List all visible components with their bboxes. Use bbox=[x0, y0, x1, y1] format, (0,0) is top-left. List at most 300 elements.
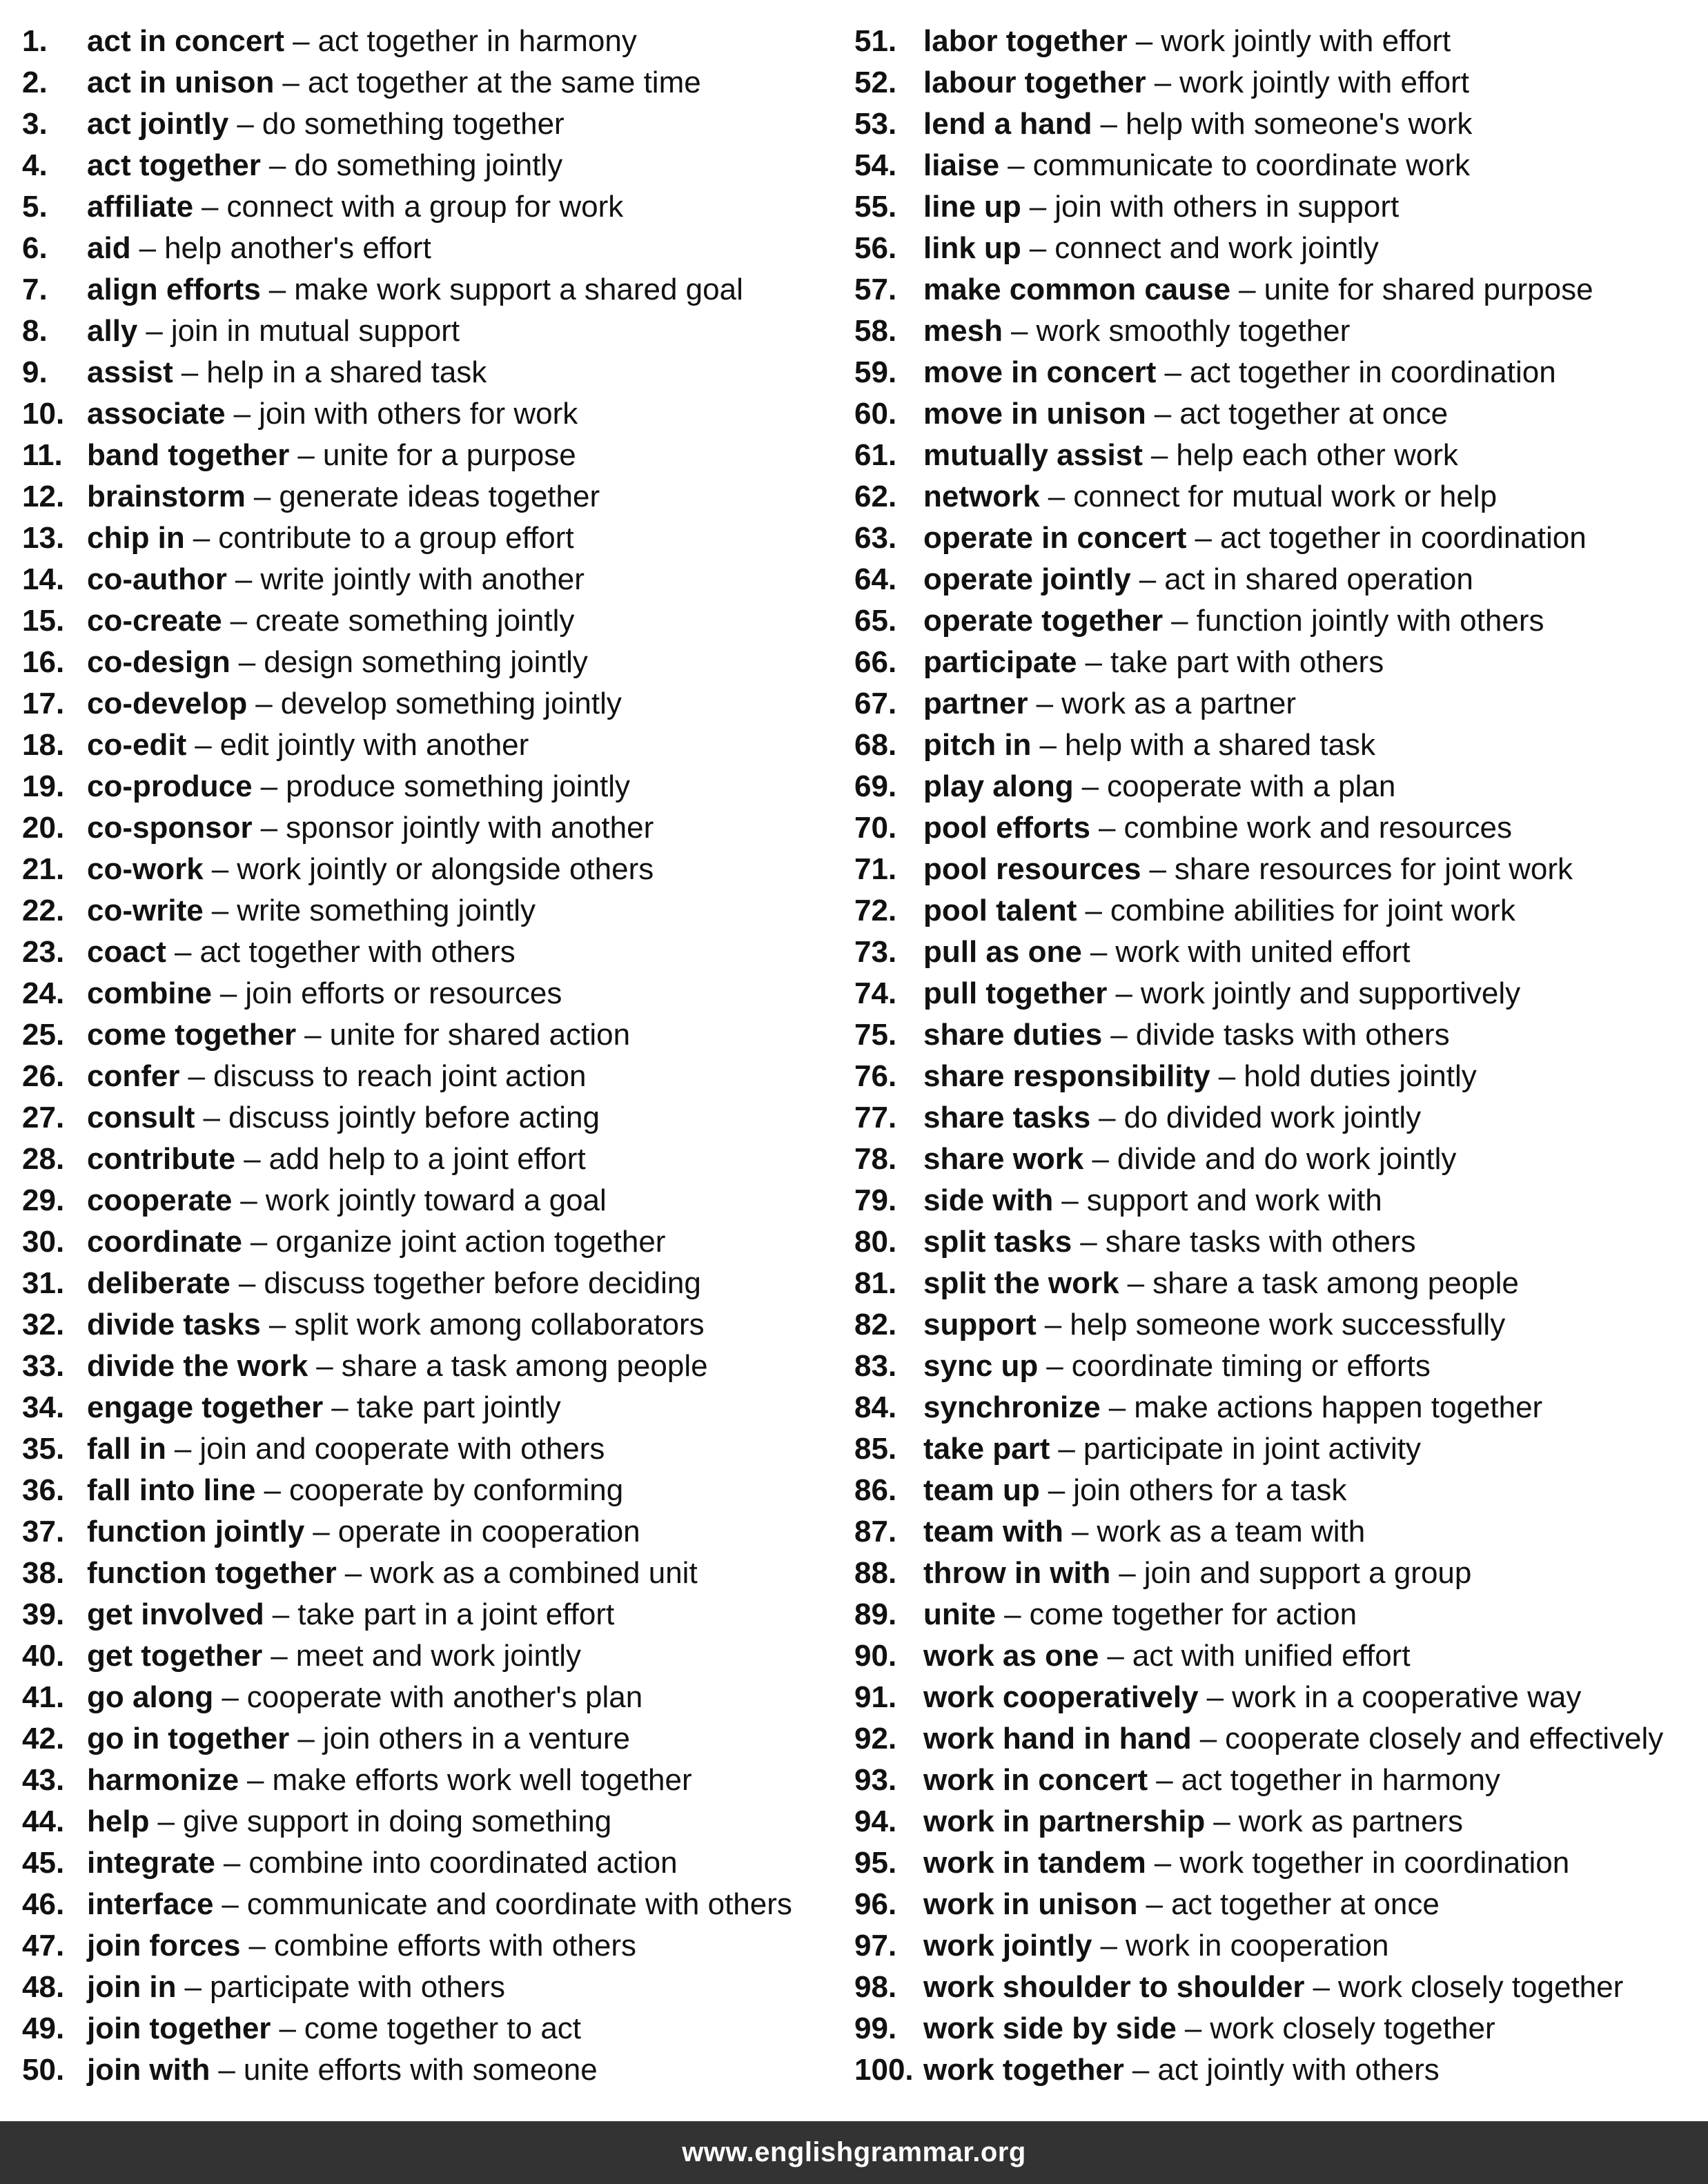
item-separator: – bbox=[1090, 935, 1108, 969]
item-number: 92. bbox=[854, 1722, 897, 1755]
list-item bbox=[22, 352, 843, 393]
item-term: mutually assist bbox=[923, 438, 1143, 472]
item-definition: sponsor jointly with another bbox=[286, 811, 654, 845]
item-number: 88. bbox=[854, 1556, 897, 1590]
item-separator: – bbox=[1150, 438, 1168, 472]
item-definition: act jointly with others bbox=[1157, 2053, 1440, 2087]
item-number: 83. bbox=[854, 1349, 897, 1383]
item-separator: – bbox=[139, 231, 157, 265]
item-term: contribute bbox=[87, 1142, 236, 1176]
item-separator: – bbox=[1081, 769, 1099, 803]
list-item bbox=[854, 1884, 1703, 1925]
item-term: mesh bbox=[923, 314, 1003, 348]
list-item bbox=[854, 1470, 1703, 1511]
item-definition: act together at the same time bbox=[307, 66, 701, 99]
list-item bbox=[854, 1304, 1703, 1346]
item-number: 32. bbox=[22, 1308, 65, 1341]
item-definition: take part jointly bbox=[356, 1390, 561, 1424]
item-separator: – bbox=[279, 2011, 296, 2045]
item-definition: work closely together bbox=[1337, 1970, 1624, 2004]
item-definition: produce something jointly bbox=[286, 769, 631, 803]
list-item bbox=[22, 104, 843, 145]
item-definition: participate in joint activity bbox=[1083, 1432, 1422, 1466]
item-term: line up bbox=[923, 190, 1021, 224]
list-item bbox=[22, 1014, 843, 1056]
item-definition: combine efforts with others bbox=[273, 1929, 636, 1962]
item-separator: – bbox=[195, 728, 212, 762]
item-separator: – bbox=[1239, 273, 1256, 306]
item-term: unite bbox=[923, 1597, 997, 1631]
item-number: 62. bbox=[854, 480, 897, 513]
list-item bbox=[22, 21, 843, 62]
list-item bbox=[22, 228, 843, 269]
item-definition: share tasks with others bbox=[1105, 1225, 1416, 1259]
list-item bbox=[854, 1346, 1703, 1387]
item-term: co-develop bbox=[87, 687, 248, 720]
item-definition: share a task among people bbox=[341, 1349, 708, 1383]
item-separator: – bbox=[250, 1225, 268, 1259]
item-separator: – bbox=[238, 645, 256, 679]
item-term: share responsibility bbox=[923, 1059, 1210, 1093]
list-item bbox=[22, 642, 843, 683]
item-term: band together bbox=[87, 438, 290, 472]
item-number: 65. bbox=[854, 604, 897, 638]
item-definition: communicate and coordinate with others bbox=[246, 1887, 792, 1921]
item-number: 95. bbox=[854, 1846, 897, 1880]
item-term: combine bbox=[87, 976, 212, 1010]
list-item bbox=[854, 1760, 1703, 1801]
list-item bbox=[22, 1387, 843, 1428]
item-separator: – bbox=[1039, 728, 1057, 762]
item-term: co-write bbox=[87, 894, 204, 927]
item-number: 7. bbox=[22, 273, 48, 306]
item-term: link up bbox=[923, 231, 1021, 265]
item-definition: participate with others bbox=[210, 1970, 506, 2004]
item-number: 40. bbox=[22, 1639, 65, 1673]
item-separator: – bbox=[253, 480, 271, 513]
item-number: 72. bbox=[854, 894, 897, 927]
item-number: 57. bbox=[854, 273, 897, 306]
item-separator: – bbox=[1154, 66, 1172, 99]
item-definition: act with unified effort bbox=[1132, 1639, 1411, 1673]
item-separator: – bbox=[1100, 107, 1117, 141]
item-separator: – bbox=[1085, 645, 1102, 679]
item-separator: – bbox=[1139, 562, 1157, 596]
item-term: align efforts bbox=[87, 273, 261, 306]
item-separator: – bbox=[260, 811, 278, 845]
item-separator: – bbox=[297, 438, 315, 472]
item-definition: join and cooperate with others bbox=[199, 1432, 605, 1466]
item-definition: help another's effort bbox=[164, 231, 431, 265]
item-number: 74. bbox=[854, 976, 897, 1010]
list-item bbox=[22, 1553, 843, 1594]
item-definition: act together at once bbox=[1179, 397, 1449, 431]
list-item bbox=[22, 1304, 843, 1346]
item-number: 23. bbox=[22, 935, 65, 969]
item-definition: work as a team with bbox=[1097, 1515, 1366, 1548]
item-number: 21. bbox=[22, 852, 65, 886]
item-term: operate jointly bbox=[923, 562, 1131, 596]
item-term: function together bbox=[87, 1556, 337, 1590]
item-number: 29. bbox=[22, 1183, 65, 1217]
item-term: split the work bbox=[923, 1266, 1119, 1300]
item-definition: work jointly toward a goal bbox=[265, 1183, 607, 1217]
item-definition: act together with others bbox=[199, 935, 516, 969]
item-number: 22. bbox=[22, 894, 65, 927]
item-separator: – bbox=[233, 397, 251, 431]
item-separator: – bbox=[1008, 148, 1025, 182]
item-number: 47. bbox=[22, 1929, 65, 1962]
item-definition: work jointly or alongside others bbox=[237, 852, 654, 886]
item-definition: work in cooperation bbox=[1125, 1929, 1389, 1962]
item-definition: communicate to coordinate work bbox=[1032, 148, 1470, 182]
item-definition: make efforts work well together bbox=[272, 1763, 692, 1797]
list-item bbox=[22, 1097, 843, 1139]
item-number: 78. bbox=[854, 1142, 897, 1176]
item-term: pool efforts bbox=[923, 811, 1090, 845]
item-number: 16. bbox=[22, 645, 65, 679]
item-number: 90. bbox=[854, 1639, 897, 1673]
item-term: help bbox=[87, 1804, 150, 1838]
item-term: throw in with bbox=[923, 1556, 1111, 1590]
item-term: side with bbox=[923, 1183, 1054, 1217]
item-separator: – bbox=[1108, 1390, 1126, 1424]
item-separator: – bbox=[1085, 894, 1102, 927]
item-term: pull as one bbox=[923, 935, 1082, 969]
list-item bbox=[854, 642, 1703, 683]
item-number: 34. bbox=[22, 1390, 65, 1424]
item-definition: discuss jointly before acting bbox=[228, 1101, 600, 1134]
item-number: 36. bbox=[22, 1473, 65, 1507]
item-number: 9. bbox=[22, 355, 48, 389]
item-separator: – bbox=[1036, 687, 1054, 720]
item-separator: – bbox=[293, 24, 310, 58]
item-term: act in concert bbox=[87, 24, 285, 58]
item-number: 4. bbox=[22, 148, 48, 182]
item-number: 42. bbox=[22, 1722, 65, 1755]
list-item bbox=[854, 559, 1703, 600]
list-item bbox=[22, 1428, 843, 1470]
list-item bbox=[854, 600, 1703, 642]
item-number: 1. bbox=[22, 24, 48, 58]
list-item bbox=[22, 1677, 843, 1718]
item-number: 37. bbox=[22, 1515, 65, 1548]
item-separator: – bbox=[219, 976, 237, 1010]
item-separator: – bbox=[1048, 1473, 1066, 1507]
list-item bbox=[22, 1760, 843, 1801]
item-separator: – bbox=[230, 604, 248, 638]
item-term: pull together bbox=[923, 976, 1108, 1010]
item-term: pool resources bbox=[923, 852, 1141, 886]
item-term: work in tandem bbox=[923, 1846, 1146, 1880]
item-number: 80. bbox=[854, 1225, 897, 1259]
item-separator: – bbox=[271, 1639, 288, 1673]
item-number: 81. bbox=[854, 1266, 897, 1300]
item-number: 25. bbox=[22, 1018, 65, 1052]
item-definition: support and work with bbox=[1086, 1183, 1382, 1217]
item-separator: – bbox=[1195, 521, 1212, 555]
item-term: integrate bbox=[87, 1846, 215, 1880]
item-number: 76. bbox=[854, 1059, 897, 1093]
item-separator: – bbox=[260, 769, 278, 803]
item-number: 73. bbox=[854, 935, 897, 969]
item-separator: – bbox=[1154, 1846, 1172, 1880]
list-item bbox=[22, 145, 843, 186]
list-item bbox=[22, 1635, 843, 1677]
item-separator: – bbox=[344, 1556, 362, 1590]
item-number: 10. bbox=[22, 397, 65, 431]
item-term: co-edit bbox=[87, 728, 187, 762]
item-term: act together bbox=[87, 148, 261, 182]
item-separator: – bbox=[188, 1059, 205, 1093]
item-separator: – bbox=[1135, 24, 1153, 58]
item-term: co-work bbox=[87, 852, 204, 886]
item-definition: unite for shared action bbox=[329, 1018, 631, 1052]
item-separator: – bbox=[247, 1763, 264, 1797]
list-item bbox=[854, 1801, 1703, 1842]
list-item bbox=[854, 21, 1703, 62]
item-separator: – bbox=[203, 1101, 220, 1134]
item-term: partner bbox=[923, 687, 1028, 720]
item-number: 38. bbox=[22, 1556, 65, 1590]
item-separator: – bbox=[1164, 355, 1181, 389]
item-term: operate in concert bbox=[923, 521, 1187, 555]
list-item bbox=[854, 766, 1703, 807]
item-separator: – bbox=[1199, 1722, 1217, 1755]
list-item bbox=[854, 1967, 1703, 2008]
item-definition: help with a shared task bbox=[1064, 728, 1375, 762]
list-item bbox=[854, 1553, 1703, 1594]
list-item bbox=[854, 1263, 1703, 1304]
item-number: 55. bbox=[854, 190, 897, 224]
item-separator: – bbox=[235, 562, 253, 596]
item-term: ally bbox=[87, 314, 138, 348]
item-definition: act together in harmony bbox=[1181, 1763, 1500, 1797]
item-definition: operate in cooperation bbox=[337, 1515, 640, 1548]
item-separator: – bbox=[1218, 1059, 1236, 1093]
item-term: synchronize bbox=[923, 1390, 1101, 1424]
list-item bbox=[854, 104, 1703, 145]
list-item bbox=[22, 932, 843, 973]
item-term: fall into line bbox=[87, 1473, 256, 1507]
item-definition: organize joint action together bbox=[275, 1225, 666, 1259]
item-separator: – bbox=[1127, 1266, 1145, 1300]
list-item bbox=[22, 600, 843, 642]
item-separator: – bbox=[1132, 2053, 1150, 2087]
item-definition: write something jointly bbox=[237, 894, 536, 927]
list-item bbox=[854, 269, 1703, 311]
word-list-right-column bbox=[854, 21, 1703, 2091]
item-definition: share a task among people bbox=[1152, 1266, 1519, 1300]
item-number: 13. bbox=[22, 521, 65, 555]
list-item bbox=[22, 807, 843, 849]
item-separator: – bbox=[181, 355, 199, 389]
list-item bbox=[854, 518, 1703, 559]
item-number: 98. bbox=[854, 1970, 897, 2004]
list-item bbox=[854, 2049, 1703, 2091]
item-definition: connect for mutual work or help bbox=[1073, 480, 1498, 513]
item-number: 93. bbox=[854, 1763, 897, 1797]
item-separator: – bbox=[1046, 1349, 1063, 1383]
item-term: work in concert bbox=[923, 1763, 1148, 1797]
item-term: join together bbox=[87, 2011, 271, 2045]
item-number: 61. bbox=[854, 438, 897, 472]
item-definition: edit jointly with another bbox=[219, 728, 529, 762]
item-term: play along bbox=[923, 769, 1074, 803]
item-term: join with bbox=[87, 2053, 210, 2087]
item-number: 15. bbox=[22, 604, 65, 638]
list-item bbox=[22, 2008, 843, 2049]
item-separator: – bbox=[184, 1970, 202, 2004]
item-term: consult bbox=[87, 1101, 195, 1134]
item-definition: join in mutual support bbox=[170, 314, 460, 348]
item-definition: work as a combined unit bbox=[370, 1556, 698, 1590]
item-number: 58. bbox=[854, 314, 897, 348]
item-definition: cooperate by conforming bbox=[288, 1473, 624, 1507]
item-number: 85. bbox=[854, 1432, 897, 1466]
item-number: 50. bbox=[22, 2053, 65, 2087]
item-term: come together bbox=[87, 1018, 297, 1052]
list-item bbox=[854, 1180, 1703, 1221]
item-term: split tasks bbox=[923, 1225, 1072, 1259]
list-item bbox=[22, 1263, 843, 1304]
item-number: 19. bbox=[22, 769, 65, 803]
item-term: coact bbox=[87, 935, 166, 969]
footer-website-url[interactable]: www.englishgrammar.org bbox=[682, 2137, 1026, 2167]
list-item bbox=[22, 1594, 843, 1635]
item-term: get involved bbox=[87, 1597, 264, 1631]
item-definition: connect with a group for work bbox=[226, 190, 624, 224]
item-separator: – bbox=[1154, 397, 1172, 431]
item-separator: – bbox=[211, 894, 229, 927]
item-definition: share resources for joint work bbox=[1174, 852, 1573, 886]
item-separator: – bbox=[238, 1266, 256, 1300]
item-term: labour together bbox=[923, 66, 1146, 99]
list-item bbox=[854, 807, 1703, 849]
item-term: pool talent bbox=[923, 894, 1077, 927]
item-definition: discuss together before deciding bbox=[264, 1266, 701, 1300]
item-definition: work as partners bbox=[1238, 1804, 1464, 1838]
item-definition: work as a partner bbox=[1061, 687, 1297, 720]
item-separator: – bbox=[268, 1308, 286, 1341]
item-number: 33. bbox=[22, 1349, 65, 1383]
item-separator: – bbox=[1107, 1639, 1124, 1673]
item-number: 99. bbox=[854, 2011, 897, 2045]
item-definition: write jointly with another bbox=[260, 562, 585, 596]
item-separator: – bbox=[1058, 1432, 1075, 1466]
item-definition: make actions happen together bbox=[1134, 1390, 1543, 1424]
item-definition: generate ideas together bbox=[279, 480, 600, 513]
list-item bbox=[22, 393, 843, 435]
item-separator: – bbox=[1061, 1183, 1079, 1217]
item-separator: – bbox=[1080, 1225, 1097, 1259]
list-item bbox=[22, 1139, 843, 1180]
item-separator: – bbox=[211, 852, 229, 886]
list-item bbox=[22, 1925, 843, 1967]
item-definition: help in a shared task bbox=[206, 355, 487, 389]
item-definition: make work support a shared goal bbox=[294, 273, 743, 306]
list-item bbox=[854, 932, 1703, 973]
item-term: work hand in hand bbox=[923, 1722, 1192, 1755]
item-separator: – bbox=[313, 1515, 330, 1548]
item-term: sync up bbox=[923, 1349, 1039, 1383]
item-term: divide the work bbox=[87, 1349, 308, 1383]
list-item bbox=[22, 186, 843, 228]
list-item bbox=[854, 311, 1703, 352]
list-item bbox=[854, 1428, 1703, 1470]
list-item bbox=[22, 1056, 843, 1097]
item-number: 24. bbox=[22, 976, 65, 1010]
item-number: 69. bbox=[854, 769, 897, 803]
list-item bbox=[854, 1594, 1703, 1635]
item-number: 3. bbox=[22, 107, 48, 141]
item-number: 75. bbox=[854, 1018, 897, 1052]
list-item bbox=[854, 890, 1703, 932]
list-item bbox=[854, 1635, 1703, 1677]
item-definition: act together in coordination bbox=[1219, 521, 1587, 555]
list-item bbox=[22, 1718, 843, 1760]
item-term: fall in bbox=[87, 1432, 166, 1466]
item-number: 84. bbox=[854, 1390, 897, 1424]
list-item bbox=[22, 1842, 843, 1884]
item-separator: – bbox=[1044, 1308, 1062, 1341]
item-definition: hold duties jointly bbox=[1244, 1059, 1477, 1093]
item-separator: – bbox=[202, 190, 219, 224]
item-number: 35. bbox=[22, 1432, 65, 1466]
item-term: join in bbox=[87, 1970, 177, 2004]
item-definition: take part with others bbox=[1110, 645, 1384, 679]
item-number: 44. bbox=[22, 1804, 65, 1838]
item-definition: act together in coordination bbox=[1189, 355, 1556, 389]
list-item bbox=[854, 1387, 1703, 1428]
item-number: 63. bbox=[854, 521, 897, 555]
item-term: labor together bbox=[923, 24, 1128, 58]
list-item bbox=[22, 973, 843, 1014]
item-term: get together bbox=[87, 1639, 263, 1673]
item-number: 66. bbox=[854, 645, 897, 679]
item-number: 39. bbox=[22, 1597, 65, 1631]
item-term: share work bbox=[923, 1142, 1084, 1176]
item-definition: work with united effort bbox=[1115, 935, 1411, 969]
item-term: confer bbox=[87, 1059, 180, 1093]
item-definition: come together for action bbox=[1029, 1597, 1357, 1631]
item-term: aid bbox=[87, 231, 131, 265]
list-item bbox=[22, 62, 843, 104]
list-item bbox=[22, 1470, 843, 1511]
item-separator: – bbox=[1213, 1804, 1230, 1838]
item-definition: discuss to reach joint action bbox=[213, 1059, 587, 1093]
item-definition: cooperate with another's plan bbox=[246, 1680, 643, 1714]
item-separator: – bbox=[268, 148, 286, 182]
item-separator: – bbox=[304, 1018, 322, 1052]
item-number: 68. bbox=[854, 728, 897, 762]
item-definition: join efforts or resources bbox=[245, 976, 562, 1010]
item-definition: unite for shared purpose bbox=[1264, 273, 1593, 306]
item-number: 70. bbox=[854, 811, 897, 845]
item-number: 71. bbox=[854, 852, 897, 886]
item-number: 82. bbox=[854, 1308, 897, 1341]
list-item bbox=[22, 725, 843, 766]
item-number: 28. bbox=[22, 1142, 65, 1176]
item-separator: – bbox=[268, 273, 286, 306]
item-term: co-create bbox=[87, 604, 222, 638]
item-definition: help someone work successfully bbox=[1070, 1308, 1506, 1341]
item-number: 41. bbox=[22, 1680, 65, 1714]
item-term: take part bbox=[923, 1432, 1050, 1466]
list-item bbox=[22, 1801, 843, 1842]
item-number: 8. bbox=[22, 314, 48, 348]
item-term: join forces bbox=[87, 1929, 241, 1962]
